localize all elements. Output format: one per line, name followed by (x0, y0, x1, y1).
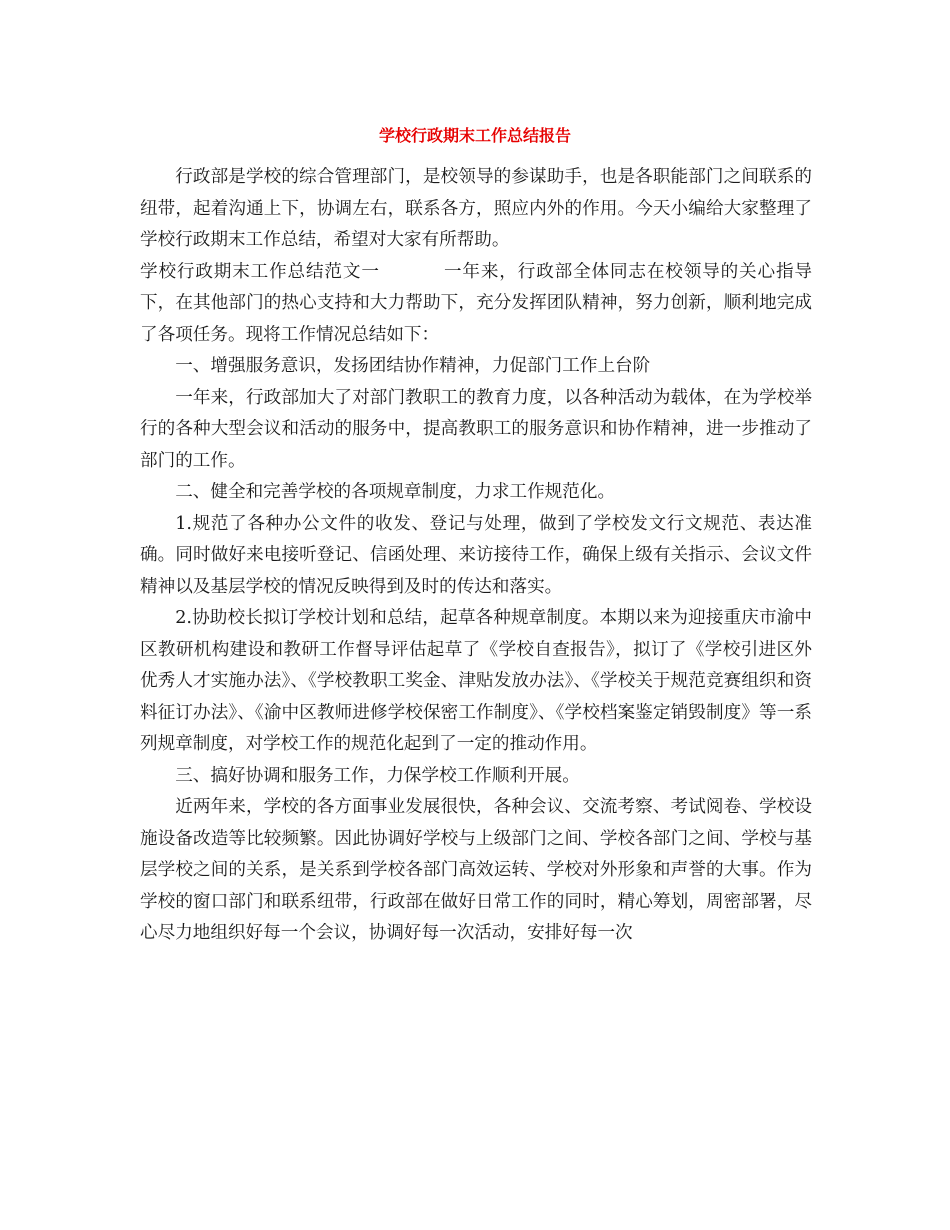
section3-heading: 三、搞好协调和服务工作，力保学校工作顺利开展。 (175, 765, 580, 786)
section2-item2: 2.协助校长拟订学校计划和总结，起草各种规章制度。本期以来为迎接重庆市渝中区教研机构建设和教研工作督导评估起草了《学校自查报告》，拟订了《学校引进区外优秀人才实施办法》、《学校教职工奖金、津贴发放办法》、《学校关于规范竞赛组织和资料征订办法》、《渝中区教师进修学校保密工作制度》、《学校档案鉴定销毁制度》等一系列规章制度，对学校工作的规范化起到了一定的推动作用。 (140, 608, 812, 754)
section2-item1: 1.规范了各种办公文件的收发、登记与处理，做到了学校发文行文规范、表达准确。同时做好来电接听登记、信函处理、来访接待工作，确保上级有关指示、会议文件精神以及基层学校的情况反映得到及时的传达和落实。 (140, 513, 812, 597)
sample-lead: 一年来，行政部全体同志在校领导的关心指导下，在其他部门的热心支持和大力帮助下，充分发挥团队精神，努力创新，顺利地完成了各项任务。现将工作情况总结如下： (140, 261, 812, 345)
sample-paragraph (140, 257, 812, 352)
sample-heading: 学校行政期末工作总结范文一 (140, 261, 380, 282)
section2-heading: 二、健全和完善学校的各项规章制度，力求工作规范化。 (175, 482, 616, 502)
intro-paragraph: 行政部是学校的综合管理部门，是校领导的参谋助手，也是各职能部门之间联系的纽带，起着沟通上下，协调左右，联系各方，照应内外的作用。今天小编给大家整理了学校行政期末工作总结，希望对大家有所帮助。 (140, 167, 812, 250)
section3-body: 近两年来，学校的各方面事业发展很快，各种会议、交流考察、考试阅卷、学校设施设备改造等比较频繁。因此协调好学校与上级部门之间、学校各部门之间、学校与基层学校之间的关系，是关系到学校各部门高效运转、学校对外形象和声誉的大事。作为学校的窗口部门和联系纽带，行政部在做好日常工作的同时，精心筹划，周密部署，尽心尽力地组织好每一个会议，协调好每一次活动，安排好每一次 (140, 797, 812, 943)
document-body (140, 162, 812, 950)
section1-heading: 一、增强服务意识，发扬团结协作精神，力促部门工作上台阶 (175, 356, 651, 376)
section1-body: 一年来，行政部加大了对部门教职工的教育力度，以各种活动为载体，在为学校举行的各种大型会议和活动的服务中，提高教职工的服务意识和协作精神，进一步推动了部门的工作。 (140, 387, 812, 471)
document-title: 学校行政期末工作总结报告 (378, 126, 571, 145)
